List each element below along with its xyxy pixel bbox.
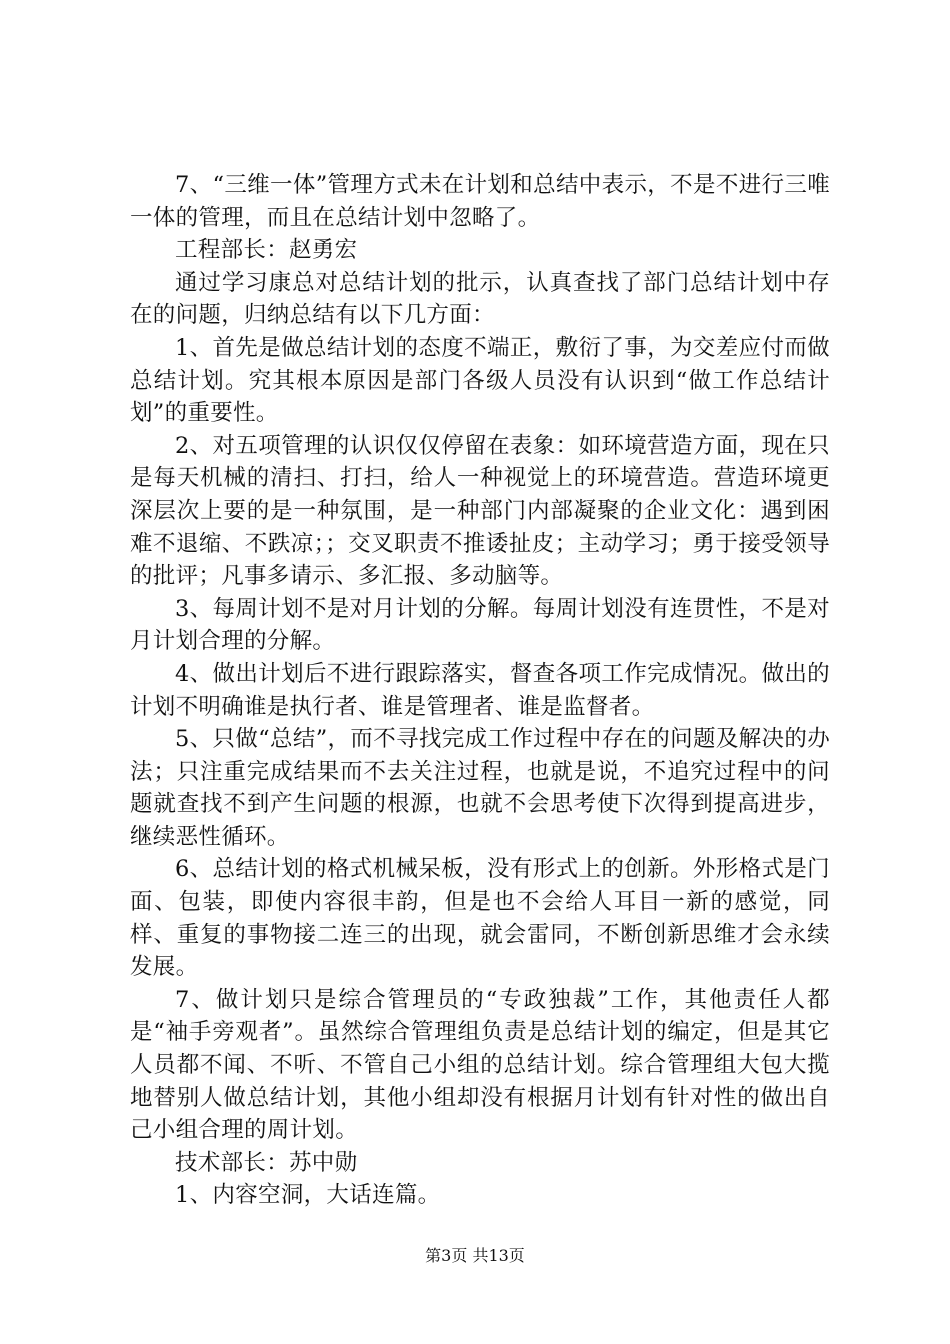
paragraph-point-6: 6、总结计划的格式机械呆板，没有形式上的创新。外形格式是门面、包装，即使内容很丰韵，但是也不会给人耳目一新的感觉，同样、重复的事物接二连三的出现，就会雷同，不断创新思维才会永续发展。 <box>130 856 830 981</box>
section-heading-technical-minister: 技术部长：苏中勋 <box>175 1149 358 1176</box>
paragraph-point-5: 5、只做“总结”，而不寻找完成工作过程中存在的问题及解决的办法；只注重完成结果而不去关注过程，也就是说，不追究过程中的问题就查找不到产生问题的根源，也就不会思考使下次得到提高进步，继续恶性循环。 <box>130 726 830 850</box>
paragraph-point-3: 3、每周计划不是对月计划的分解。每周计划没有连贯性，不是对月计划合理的分解。 <box>130 595 830 655</box>
paragraph-technical-point-1: 1、内容空洞，大话连篇。 <box>175 1182 441 1209</box>
paragraph-item-7-three-in-one: 7、“三维一体”管理方式未在计划和总结中表示，不是不进行三唯一体的管理，而且在总结计划中忽略了。 <box>130 172 830 231</box>
paragraph-point-1: 1、首先是做总结计划的态度不端正，敷衍了事，为交差应付而做总结计划。究其根本原因是部门各级人员没有认识到“做工作总结计划”的重要性。 <box>130 334 830 427</box>
paragraph-point-2: 2、对五项管理的认识仅仅停留在表象：如环境营造方面，现在只是每天机械的清扫、打扫，给人一种视觉上的环境营造。营造环境更深层次上要的是一种氛围，是一种部门内部凝聚的企业文化：遇到困难不退缩、不跌凉；；交叉职责不推诿扯皮；主动学习；勇于接受领导的批评；凡事多请示、多汇报、多动脑等。 <box>130 432 830 590</box>
page-number-footer: 第3页 共13页 <box>425 1246 525 1265</box>
paragraph-point-4: 4、做出计划后不进行跟踪落实，督查各项工作完成情况。做出的计划不明确谁是执行者、谁是管理者、谁是监督者。 <box>130 660 830 720</box>
paragraph-point-7: 7、做计划只是综合管理员的“专政独裁”工作，其他责任人都是“袖手旁观者”。虽然综合管理组负责是总结计划的编定，但是其它人员都不闻、不听、不管自己小组的总结计划。综合管理组大包大揽地替别人做总结计划，其他小组却没有根据月计划有针对性的做出自己小组合理的周计划。 <box>130 986 830 1144</box>
section-heading-engineering-minister: 工程部长：赵勇宏 <box>175 237 358 264</box>
paragraph-intro-engineering: 通过学习康总对总结计划的批示，认真查找了部门总结计划中存在的问题，归纳总结有以下几方面： <box>130 269 830 329</box>
document-body <box>130 169 830 1212</box>
